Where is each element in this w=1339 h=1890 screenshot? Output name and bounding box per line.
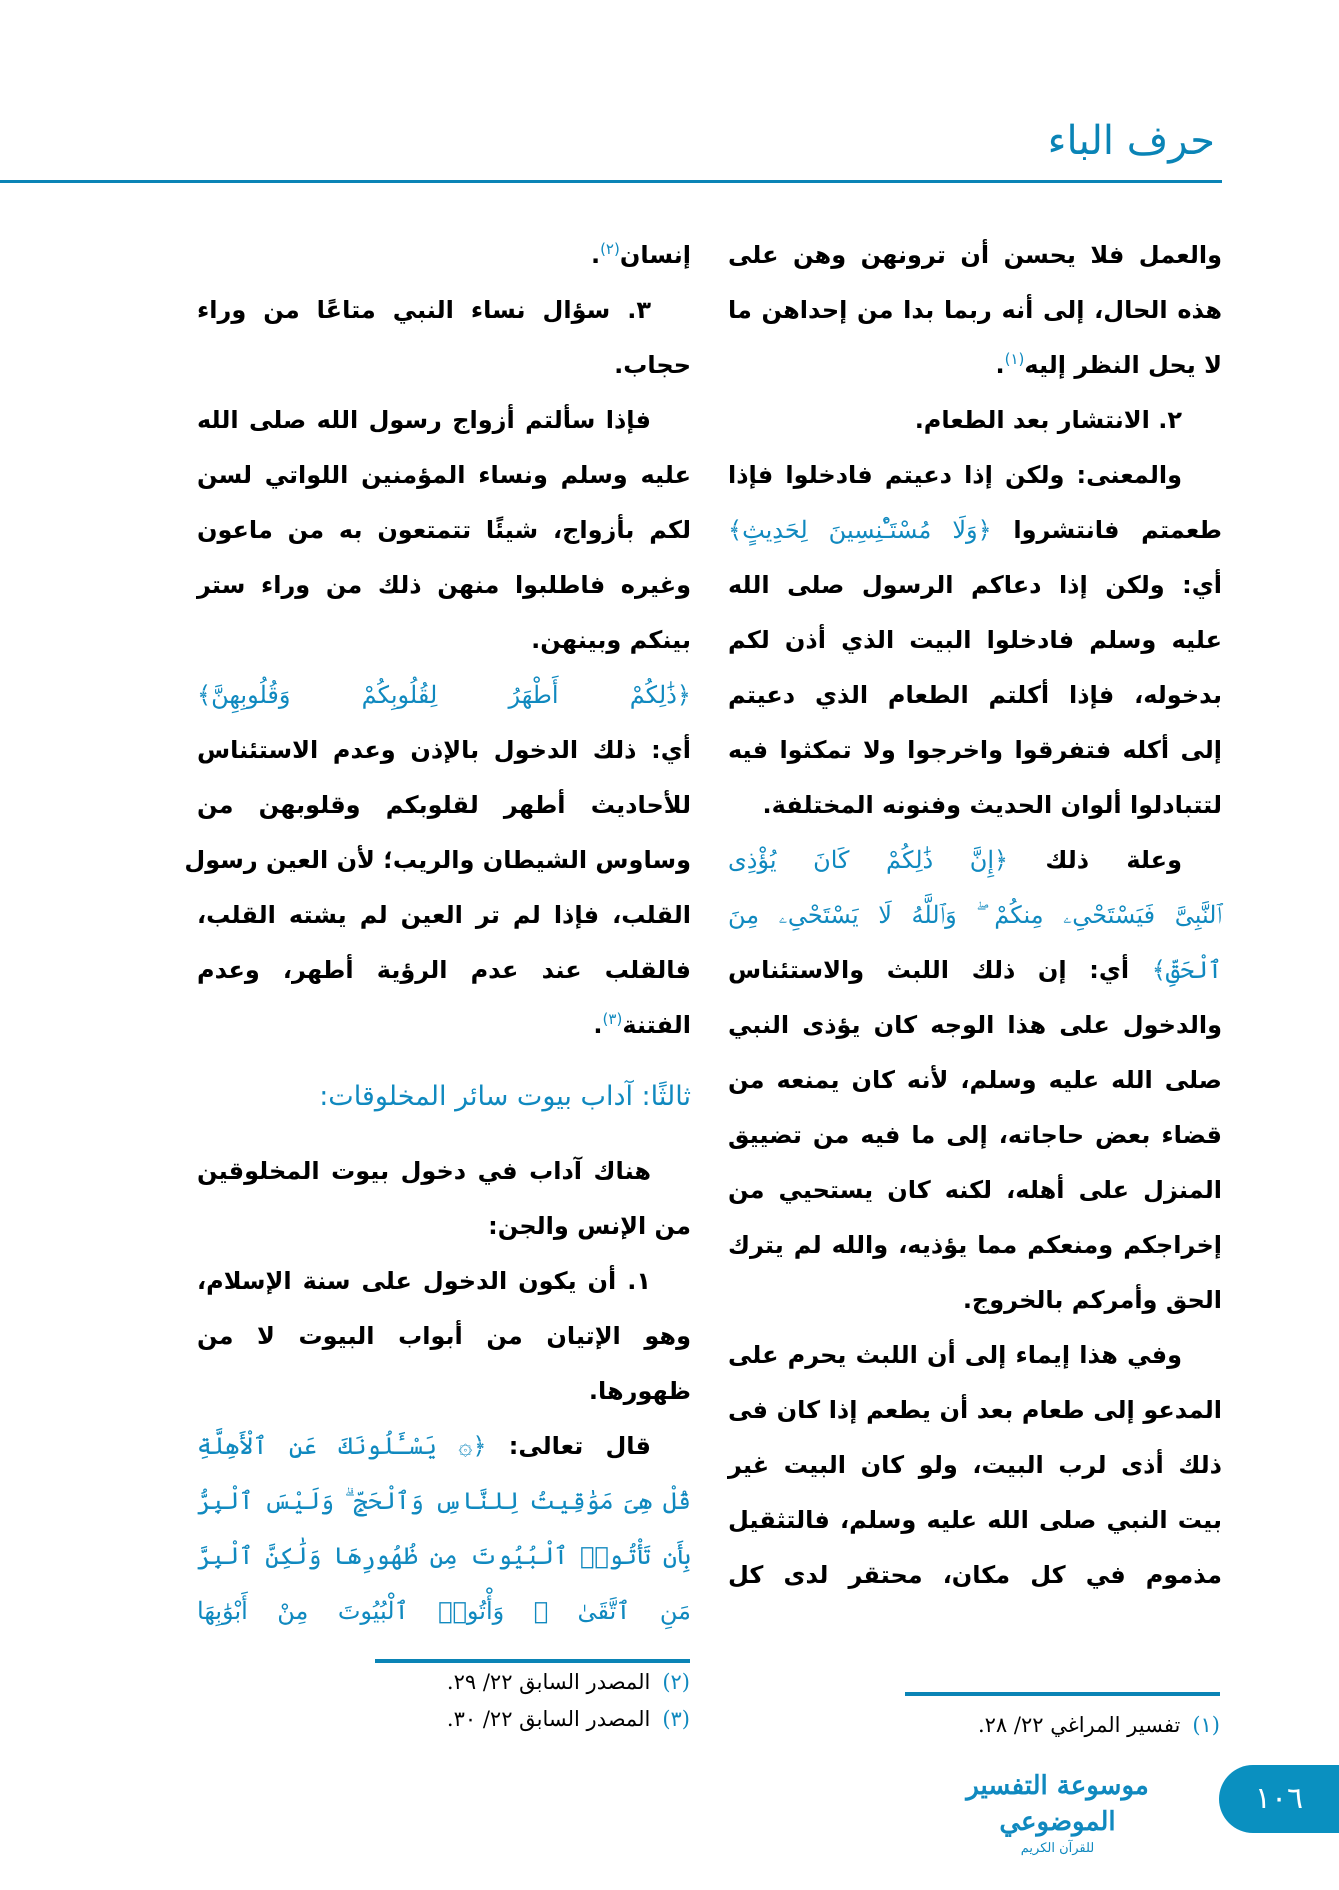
text-run: وغيره فاطلبوا منهن ذلك من وراء ستر xyxy=(197,571,691,599)
text-run: . xyxy=(593,1011,603,1039)
text-line xyxy=(728,613,1222,668)
quran-verse: ٱلْحَقِّ﴾ xyxy=(1151,956,1222,984)
text-run: ذلك أذى لرب البيت، ولو كان البيت غير xyxy=(728,1451,1222,1479)
text-run: وعلة ذلك xyxy=(1008,846,1182,874)
text-run: صلى الله عليه وسلم، لأنه كان يمنعه من xyxy=(728,1066,1222,1094)
text-line xyxy=(728,1218,1222,1273)
text-line xyxy=(197,228,691,283)
header-divider xyxy=(0,180,1222,183)
text-line xyxy=(728,1053,1222,1108)
text-run: القلب، فإذا لم تر العين لم يشته القلب، xyxy=(197,901,691,929)
text-run: حجاب. xyxy=(614,351,691,379)
text-line xyxy=(728,503,1222,558)
text-line xyxy=(728,668,1222,723)
left-text-column xyxy=(184,228,691,1639)
text-run: بيت النبي صلى الله عليه وسلم، فالتثقيل xyxy=(728,1506,1222,1534)
text-run: والعمل فلا يحسن أن ترونهن وهن على xyxy=(728,241,1222,269)
text-run: بدخوله، فإذا أكلتم الطعام الذي دعيتم xyxy=(728,681,1222,709)
text-line xyxy=(728,1383,1222,1438)
text-line xyxy=(728,1438,1222,1493)
footnote-2 xyxy=(447,1670,690,1694)
text-run: ظهورها. xyxy=(588,1377,691,1405)
text-run: وفي هذا إيماء إلى أن اللبث يحرم على xyxy=(728,1341,1182,1369)
text-run: والمعنى: ولكن إذا دعيتم فادخلوا فإذا xyxy=(728,461,1182,489)
text-run: للأحاديث أطهر لقلوبكم وقلوبهن من xyxy=(197,791,691,819)
footnote-text: المصدر السابق ٢٢/ ٣٠. xyxy=(446,1707,651,1731)
text-line xyxy=(197,723,691,778)
footnote-text: تفسير المراغي ٢٢/ ٢٨. xyxy=(977,1713,1181,1737)
text-run: بِأَن تَأْتُوا۟ ٱلْبُيُوتَ مِن ظُهُورِهَا وَلَٰكِنَّ ٱلْبِرَّ xyxy=(197,1542,691,1570)
text-run: طعمتم فانتشروا xyxy=(991,516,1222,544)
text-run: فإذا سألتم أزواج رسول الله صلى الله xyxy=(197,406,651,434)
text-run: إخراجكم ومنعكم مما يؤذيه، والله لم يترك xyxy=(728,1231,1222,1259)
text-run: أي: ولكن إذا دعاكم الرسول صلى الله xyxy=(728,571,1222,599)
section-heading xyxy=(197,1069,691,1124)
footnote-divider-left xyxy=(375,1659,690,1663)
footnote-1 xyxy=(978,1713,1220,1737)
text-line xyxy=(728,778,1222,833)
text-line xyxy=(197,1199,691,1254)
text-run: والدخول على هذا الوجه كان يؤذى النبي xyxy=(728,1011,1222,1039)
text-run: . xyxy=(590,241,601,269)
text-line xyxy=(197,943,691,998)
text-run: لكم بأزواج، شيئًا تتمتعون به من ماعون xyxy=(197,516,691,544)
text-run: ٢. الانتشار بعد الطعام. xyxy=(914,406,1182,434)
text-run: ٣. سؤال نساء النبي متاعًا من وراء xyxy=(197,296,651,324)
logo-subtitle: للقرآن الكريم xyxy=(1020,1841,1095,1856)
text-line xyxy=(728,888,1222,943)
text-run: وساوس الشيطان والريب؛ لأن العين رسول xyxy=(184,846,691,874)
text-run: ﴿ذَٰلِكُمْ أَطْهَرُ لِقُلُوبِكُمْ وَقُلُوبِهِنَّ﴾ xyxy=(197,681,691,709)
footnote-divider-right xyxy=(905,1692,1220,1696)
text-run: لا يحل النظر إليه xyxy=(1024,351,1222,379)
text-run: ثالثًا: آداب بيوت سائر المخلوقات: xyxy=(319,1081,691,1112)
text-run: أي: ذلك الدخول بالإذن وعدم الاستئناس xyxy=(197,736,691,764)
text-run: هذه الحال، إلى أنه ربما بدا من إحداهن ما xyxy=(728,296,1222,324)
text-line xyxy=(197,1144,691,1199)
text-run: إنسان xyxy=(619,241,691,269)
text-line xyxy=(728,338,1222,393)
text-line xyxy=(728,1108,1222,1163)
footnote-reference: (٢) xyxy=(600,240,620,258)
text-run: الفتنة xyxy=(622,1011,691,1039)
text-line xyxy=(197,558,691,613)
text-run: فالقلب عند عدم الرؤية أطهر، وعدم xyxy=(197,956,691,984)
text-line xyxy=(197,1474,691,1529)
text-line xyxy=(728,833,1222,888)
footnote-number: (١) xyxy=(1192,1713,1220,1737)
text-line xyxy=(728,228,1222,283)
text-run: وهو الإتيان من أبواب البيوت لا من xyxy=(197,1322,691,1350)
text-line xyxy=(728,943,1222,998)
text-run: إلى أكله فتفرقوا واخرجوا ولا تمكثوا فيه xyxy=(728,736,1222,764)
text-line xyxy=(197,613,691,668)
footnote-3 xyxy=(447,1707,690,1731)
text-line xyxy=(728,1163,1222,1218)
footnote-number: (٣) xyxy=(662,1707,690,1731)
chapter-title: حرف الباء xyxy=(1047,118,1215,164)
text-line xyxy=(728,998,1222,1053)
text-line xyxy=(184,833,691,888)
footnote-number: (٢) xyxy=(662,1670,690,1694)
text-line xyxy=(197,888,691,943)
text-run: قضاء بعض حاجاته، إلى ما فيه من تضييق xyxy=(728,1121,1222,1149)
text-line xyxy=(197,448,691,503)
text-run: مَنِ ٱتَّقَىٰ ۗ وَأْتُوا۟ ٱلْبُيُوتَ مِنْ أَبْوَٰبِهَا xyxy=(197,1597,691,1625)
text-run: ٱلنَّبِىَّ فَيَسْتَحْىِۦ مِنكُمْ ۖ وَٱللَّهُ لَا يَسْتَحْىِۦ مِنَ xyxy=(728,901,1222,929)
text-line xyxy=(197,338,691,393)
text-line xyxy=(197,1254,691,1309)
text-line xyxy=(728,393,1222,448)
text-line xyxy=(197,283,691,338)
text-line xyxy=(728,723,1222,778)
text-line xyxy=(197,778,691,833)
footnote-reference: (٣) xyxy=(602,1010,623,1028)
right-text-column xyxy=(728,228,1222,1603)
text-line xyxy=(728,1273,1222,1328)
text-run: ١. أن يكون الدخول على سنة الإسلام، xyxy=(197,1267,651,1295)
text-run: عليه وسلم فادخلوا البيت الذي أذن لكم xyxy=(728,626,1222,654)
text-run: . xyxy=(995,351,1005,379)
footnote-reference: (١) xyxy=(1004,350,1025,368)
logo-title: موسوعة التفسير الموضوعي xyxy=(966,1771,1149,1837)
text-line xyxy=(728,448,1222,503)
text-run: المنزل على أهله، لكنه كان يستحيي من xyxy=(728,1176,1222,1204)
text-line xyxy=(728,558,1222,613)
text-line xyxy=(197,393,691,448)
text-run: من الإنس والجن: xyxy=(488,1212,691,1240)
text-run: لتتبادلوا ألوان الحديث وفنونه المختلفة. xyxy=(762,791,1222,819)
text-run: هناك آداب في دخول بيوت المخلوقين xyxy=(197,1157,651,1185)
text-line xyxy=(197,668,691,723)
text-line xyxy=(197,998,691,1053)
text-line xyxy=(197,1364,691,1419)
text-line xyxy=(197,1529,691,1584)
quran-verse: ﴿وَلَا مُسْتَـْٔنِسِينَ لِحَدِيثٍ﴾ xyxy=(728,516,992,544)
text-run: بينكم وبينهن. xyxy=(531,626,691,654)
text-line xyxy=(728,283,1222,338)
text-run: عليه وسلم ونساء المؤمنين اللواتي لسن xyxy=(197,461,691,489)
text-run: الحق وأمركم بالخروج. xyxy=(962,1286,1222,1314)
text-run: قال تعالى: xyxy=(486,1432,651,1460)
text-line xyxy=(728,1548,1222,1603)
text-line xyxy=(197,1309,691,1364)
text-run: قُلْ هِىَ مَوَٰقِيتُ لِلنَّاسِ وَٱلْحَجِّ ۗ وَلَيْسَ ٱلْبِرُّ xyxy=(197,1487,691,1515)
text-line xyxy=(728,1493,1222,1548)
encyclopedia-logo xyxy=(930,1768,1185,1858)
text-run: أي: إن ذلك اللبث والاستئناس xyxy=(728,956,1152,984)
quran-verse: ﴿إِنَّ ذَٰلِكُمْ كَانَ يُؤْذِى xyxy=(728,846,1009,874)
text-run: مذموم في كل مكان، محتقر لدى كل xyxy=(728,1561,1222,1589)
quran-verse: ﴿۞ يَسْـَٔلُونَكَ عَنِ ٱلْأَهِلَّةِ xyxy=(197,1432,487,1460)
text-line xyxy=(197,1419,691,1474)
text-line xyxy=(197,503,691,558)
footnote-text: المصدر السابق ٢٢/ ٢٩. xyxy=(446,1670,651,1694)
page-number: ١٠٦ xyxy=(1219,1765,1339,1833)
text-line xyxy=(728,1328,1222,1383)
text-run: المدعو إلى طعام بعد أن يطعم إذا كان فى xyxy=(728,1396,1222,1424)
text-line xyxy=(197,1584,691,1639)
